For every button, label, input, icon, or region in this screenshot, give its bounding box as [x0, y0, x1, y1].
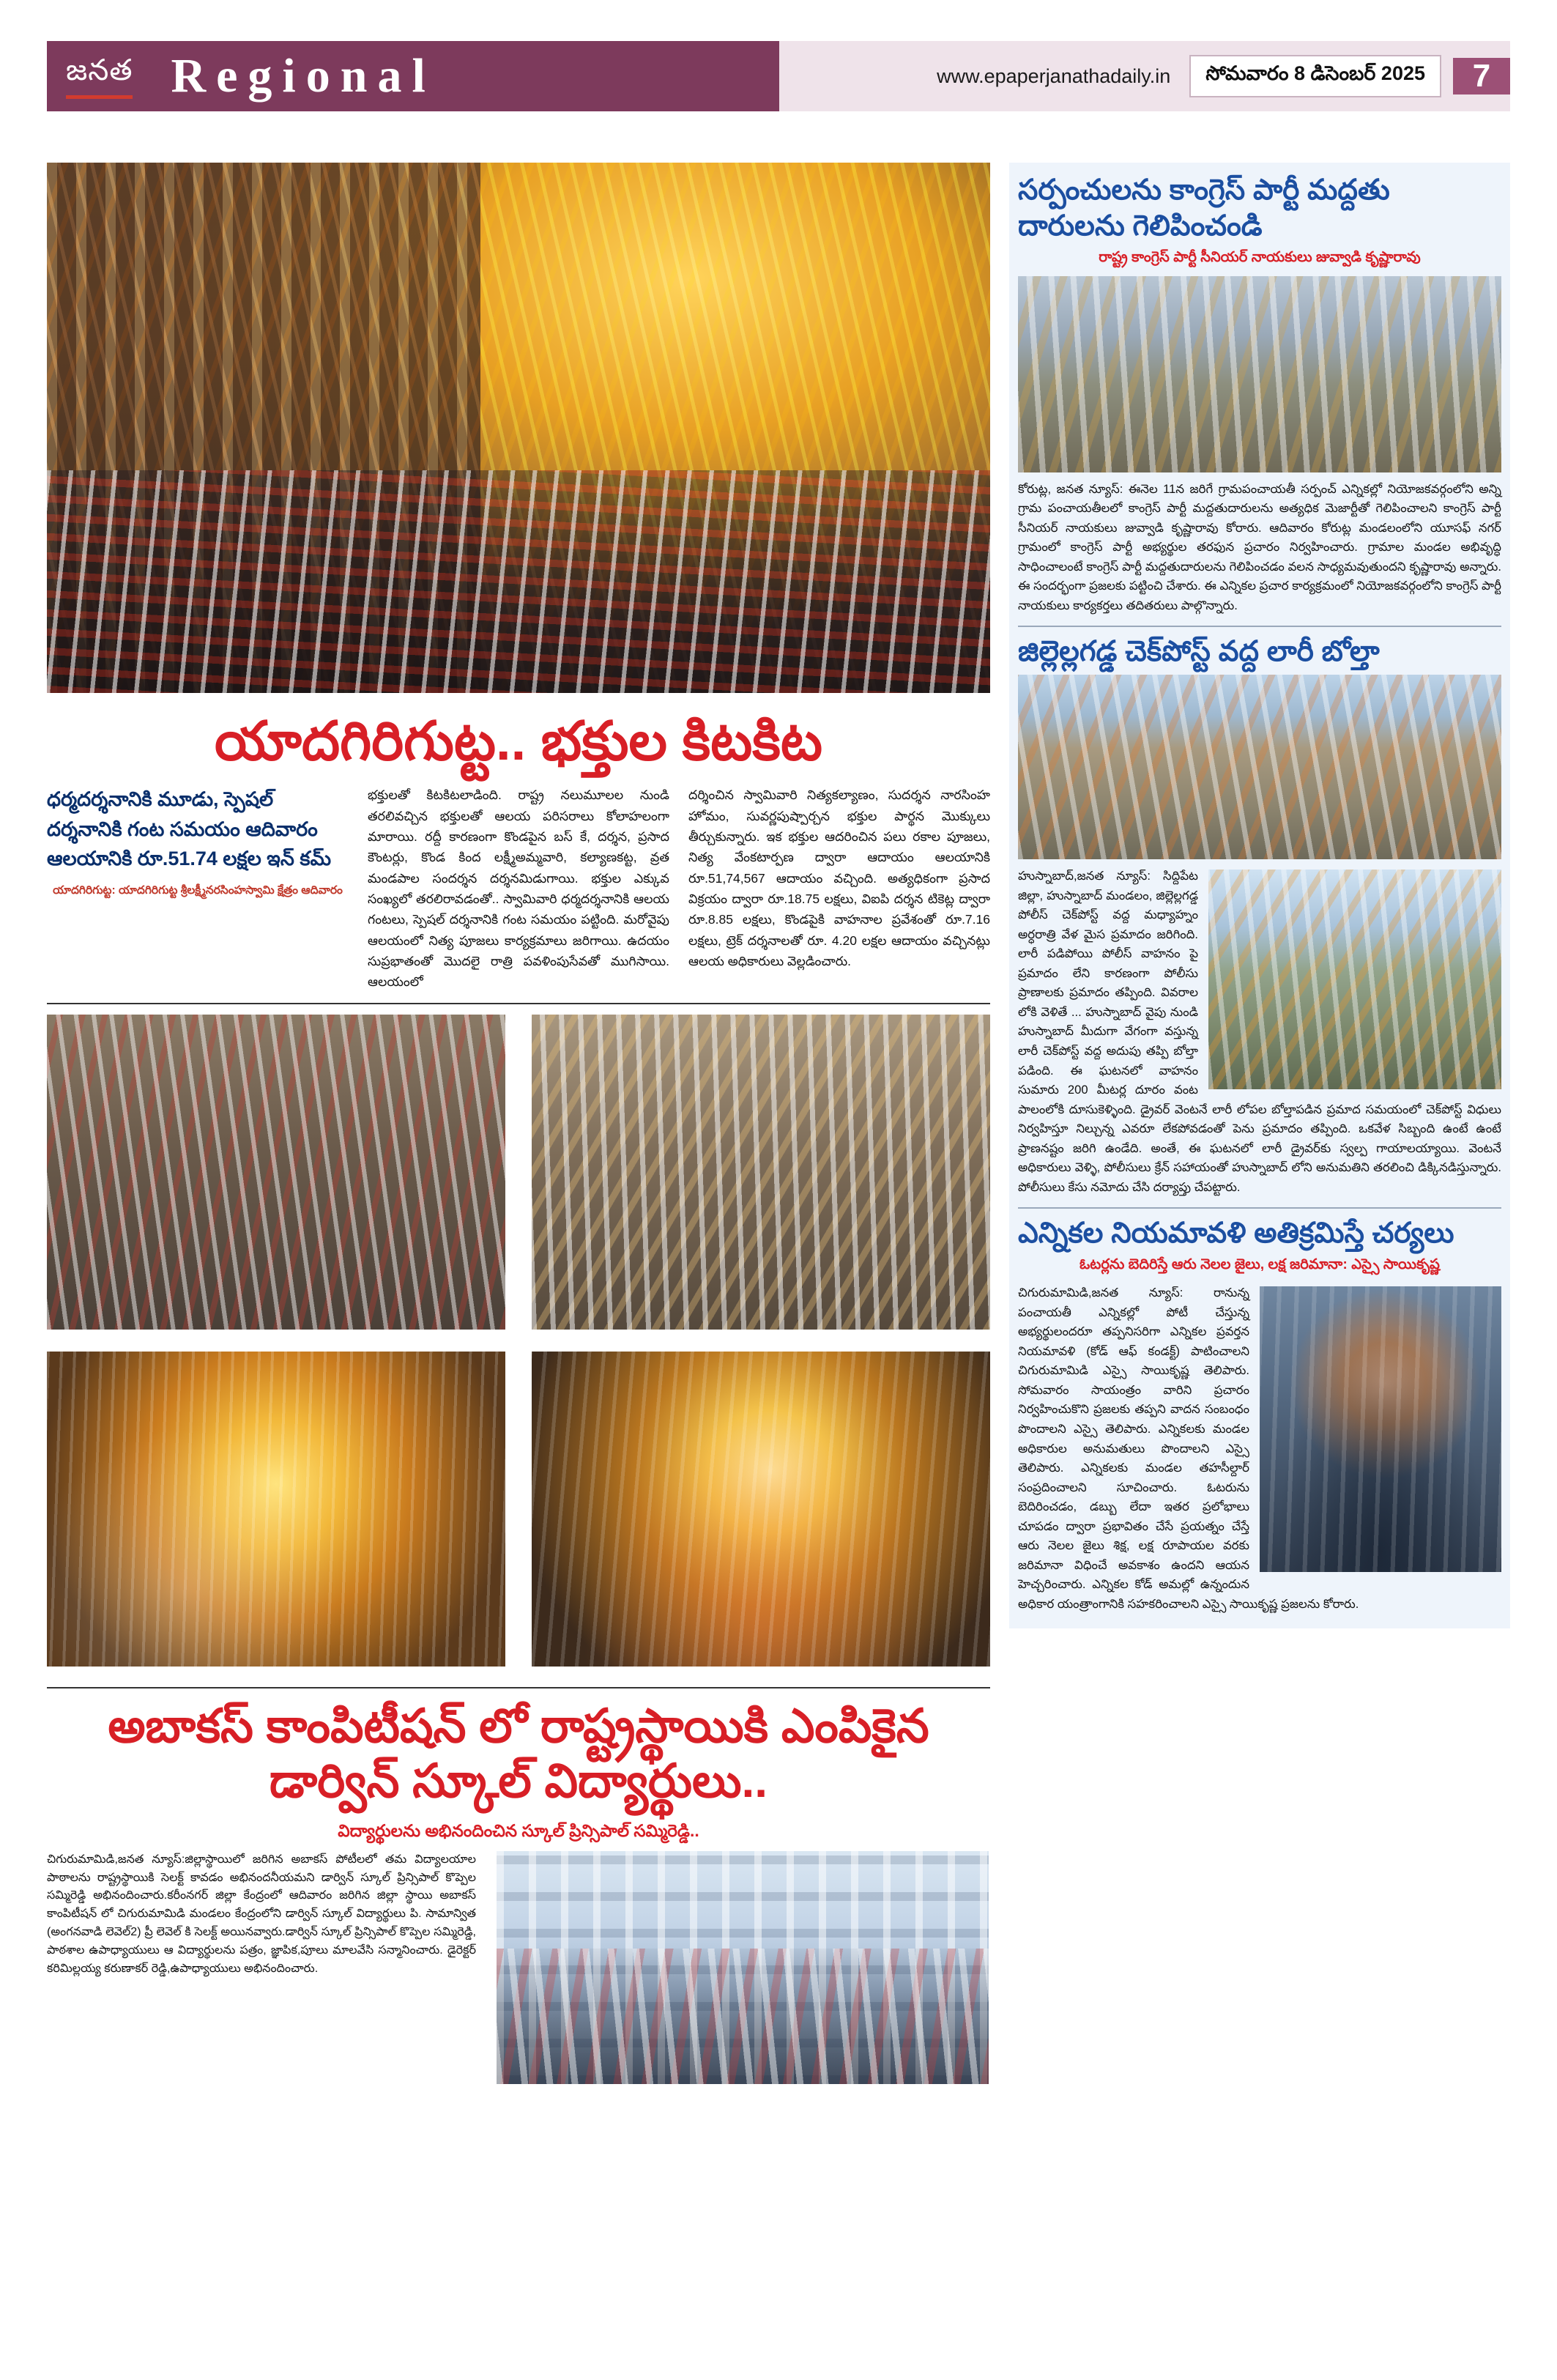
abacus-story-row	[47, 1851, 990, 2084]
photo-credit: యాదగిరిగుట్ట: యాదగిరిగుట్ట శ్రీలక్ష్మీనరసింహస్వామి క్షేత్రం ఆదివారం	[53, 883, 343, 897]
story1-subline: రాష్ట్ర కాంగ్రెస్ పార్టీ సీనియర్ నాయకులు జువ్వాడి కృష్ణారావు	[1099, 248, 1421, 265]
story3-headline: ఎన్నికల నియమావళి అతిక్రమిస్తే చర్యలు	[1018, 1217, 1454, 1250]
photo-gallery-row-2	[47, 1352, 990, 1667]
temple-entrance-photo	[532, 1015, 990, 1330]
police-officer-photo	[1260, 1286, 1501, 1572]
website-url[interactable]: www.epaperjanathadaily.in	[937, 64, 1171, 87]
lead-body-col-1: భక్తులతో కిటకిటలాడింది. రాష్ట్ర నలుమూలల నుండి తరలివచ్చిన భక్తులతో ఆలయ పరిసరాలు కోలాహలంగా మారాయి. రద్దీ కారణంగా కొండపైన బస్ కే, దర్శన, ప్రసాద కౌంటర్లు, కొండ కింద లక్ష్మీఅమ్మవారి, కల్యాణకట్ట, వ్రత మండపాల సందర్శన దర్శనమిడుగాయి. భక్తుల ఎక్కువ సంఖ్యలో తరలిరావడంతో.. స్వామివారి ధర్మదర్శనానికి ఆలయ గంటలు, స్పెషల్ దర్శనానికి గంట సమయం పట్టింది. మరోవైపు ఆలయంలో నిత్య పూజలు కార్యక్రమాలు జరిగాయి. ఉదయం సుప్రభాతంతో మొదలై రాత్రి పవళింపుసేవతో ముగిసాయి. ఆలయంలో	[368, 787, 669, 990]
masthead-left	[47, 41, 779, 111]
lead-headline: యాదగిరిగుట్ట.. భక్తుల కిటకిట	[214, 711, 822, 771]
lead-subhead-col	[47, 785, 349, 992]
congress-meeting-photo	[1018, 276, 1501, 472]
lead-body-col-2: దర్శించిన స్వామివారి నిత్యకల్యాణం, సుదర్శన నారసింహ హోమం, సువర్ణపుష్పార్చన భక్తుల పార్థన మొక్కులు తీర్చుకున్నారు. ఇక భక్తుల ఆదరించిన పలు రకాల పూజలు, నిత్య వేంకటార్పణ ద్వారా ఆదాయం ఆలయానికి రూ.51,74,567 ఆదాయం వచ్చింది. అత్యధికంగా ప్రసాద విక్రయం ద్వారా రూ.18.75 లక్షలు, విఐపి దర్శన టికెట్ల ద్వారా రూ.8.85 లక్షలు, కొండపైకి వాహనాల ప్రవేశంతో రూ.7.16 లక్షలు, ట్రెక్ దర్శనాలతో రూ. 4.20 లక్షల ఆదాయం వచ్చినట్లు ఆలయ అధికారులు వెల్లడించారు.	[688, 787, 990, 969]
story2-wrap	[1018, 867, 1501, 1197]
abacus-body: చిగురుమామిడి,జనత న్యూస్:జిల్లాస్థాయిలో జరిగిన అబాకస్ పోటీలలో తమ విద్యాలయాల పాఠాలను రాష్ట్రస్థాయికి సెలక్ట్ కావడం అభినందనీయమని డార్విన్ స్కూల్ ప్రిన్సిపాల్ కొప్పెల సమ్మిరెడ్డి అభినందించారు.కరీంనగర్ జిల్లా కేంద్రంలో ఆదివారం జరిగిన జిల్లా స్థాయి అబాకస్ కాంపిటీషన్ లో చిగురుమామిడి మండలం కేంద్రంలోని డార్విన్ స్కూల్ విద్యార్థులు పి. సామాన్విత (అంగనవాడి లెవెల్2) ప్రీ లెవెల్ కి సెలక్ట్ అయినవ్వారు.డార్విన్ స్కూల్ ప్రిన్సిపాల్ కొప్పెల సమ్మిరెడ్డి, పాఠశాల ఉపాధ్యాయులు ఆ విద్యార్థులను పత్రం, జ్ఞాపిక,పూలు మాలవేసి సన్మానించారు. డైరెక్టర్ కరిమిల్లయ్య కరుణాకర్ రెడ్డి,ఉపాధ్యాయులు అభినందించారు.	[47, 1853, 476, 1975]
right-column	[1009, 163, 1510, 1628]
temple-sanctum-photo	[532, 1352, 990, 1667]
story2-body: హుస్నాబాద్,జనత న్యూస్: సిద్దిపేట జిల్లా, హుస్నాబాద్ మండలం, జిల్లెల్లగడ్డ పోలీస్ చెక్‌పోస్ట్ వద్ద మధ్యాహ్నం అర్ధరాత్రి వేళ మైస ప్రమాదం జరిగింది. లారీ పడిపోయి పోలీస్ వాహనం పై ప్రమాదం లేని కారణంగా పోలీసు ప్రాణాలకు ప్రమాదం తప్పింది. వివరాల లోకి వెళితే ... హుస్నాబాద్ వైపు నుండి హుస్నాబాద్ మీదుగా వేగంగా వస్తున్న లారీ చెక్‌పోస్ట్ వద్ద అదుపు తప్పి బోల్తా పడింది. ఈ ఘటనలో వాహనం సుమారు 200 మీటర్ల దూరం వంట పాలంలోకి దూసుకెళ్ళింది. డ్రైవర్ వెంటనే లారీ లోపల బోల్తాపడిన ప్రమాద సమయంలో చెక్‌పోస్ట్ విధులు నిర్వహిస్తూ నిల్చున్న ఎవరూ లేకపోవడంతో పెను ప్రమాదం తప్పింది. ఒకవేళ సిబ్బంది ఉంటే ఉంటే ప్రాణనష్టం జరిగి ఉండేది. అంతే, ఈ ఘటనలో లారీ డ్రైవర్‌కు స్వల్ప గాయాలయ్యాయి. వెంటనే అధికారులు వెళ్ళి, పోలీసులు క్రేన్ సహాయంతో హుస్నాబాద్ లోని అనుమతిని తరలించి డిక్కినడిస్తున్నారు. పోలీసులు కేసు నమోదు చేసి దర్యాప్తు చేపట్టారు.	[1018, 869, 1501, 1194]
crowd-texture	[47, 163, 990, 693]
deity-decoration-photo	[47, 1352, 505, 1667]
story2-headline: జిల్లెల్లగడ్డ చెక్‌పోస్ట్ వద్ద లారీ బోల్తా	[1018, 636, 1380, 668]
story3-subline: ఓటర్లను బెదిరిస్తే ఆరు నెలల జైలు, లక్ష జరిమానా: ఎస్సై సాయికృష్ణ	[1080, 1256, 1440, 1273]
lead-temple-photo	[47, 163, 990, 693]
divider-right-2	[1018, 1207, 1501, 1209]
devotees-queue-photo	[47, 1015, 505, 1330]
divider-right-1	[1018, 626, 1501, 627]
masthead	[47, 41, 1510, 111]
story1-headline: సర్పంచులను కాంగ్రెస్ పార్టీ మద్దతు దారులను గెలిపించండి	[1018, 174, 1390, 242]
crane-recovery-photo	[1208, 870, 1501, 1089]
divider-2	[47, 1687, 990, 1688]
story1-body: కోరుట్ల, జనత న్యూస్: ఈనెల 11న జరిగే గ్రామపంచాయతీ సర్పంచ్ ఎన్నికల్లో నియోజకవర్గంలోని అన్ని గ్రామ పంచాయతీలలో కాంగ్రెస్ పార్టీ మద్దతుదారులను అత్యధిక మెజార్టీతో గెలిపించాలని కాంగ్రెస్ పార్టీ సీనియర్ నాయకులు జువ్వాడి కృష్ణారావు కోరారు. ఆదివారం కోరుట్ల మండలంలోని యూసఫ్ నగర్ గ్రామంలో కాంగ్రెస్ పార్టీ అభ్యర్థుల తరఫున ప్రచారం నిర్వహించారు. గ్రామాల మండల అభివృద్ధి సాధించాలంటే కాంగ్రెస్ పార్టీ మద్దతుదారులను గెలిపించడం వలన సాధ్యమవుతుందని కృష్ణారావు అన్నారు. ఈ సందర్భంగా ప్రజలకు పట్టించి చేశారు. ఈ ఎన్నికల ప్రచార కార్యక్రమంలో నియోజకవర్గంలోని కాంగ్రెస్ పార్టీ నాయకులు కార్యకర్తలు తదితరులు పాల్గొన్నారు.	[1018, 481, 1501, 612]
lead-subhead: ధర్మదర్శనానికి మూడు, స్పెషల్ దర్శనానికి గంట సమయం ఆదివారం ఆలయానికి రూ.51.74 లక్షల ఇన్ కమ్	[47, 788, 332, 870]
photo-gallery-row-1	[47, 1015, 990, 1330]
page-number: 7	[1453, 58, 1510, 94]
lorry-accident-photo	[1018, 675, 1501, 859]
brand-logo: జనత	[66, 54, 133, 99]
story3-body: చిగురుమామిడి,జనత న్యూస్: రానున్న పంచాయతీ ఎన్నికల్లో పోటీ చేస్తున్న అభ్యర్థులందరూ తప్పనిసరిగా ఎన్నికల ప్రవర్తన నియమావళి (కోడ్ ఆఫ్ కండక్ట్) పాటించాలని చిగురుమామిడి ఎస్సై సాయికృష్ణ తెలిపారు. సోమవారం సాయంత్రం వారిని ప్రచారం నిర్వహించుకొని ప్రజలకు తప్పని వాదన సంబంధం పొందాలని ఎస్సై తెలిపారు. ఎన్నికలకు మండల అధికారుల అనుమతులు పొందాలని ఎస్సై తెలిపారు. ఎన్నికలకు మండల తహసీల్దార్ సంప్రదించాలని సూచించారు. ఓటరును బెదిరించడం, డబ్బు లేదా ఇతర ప్రలోభాలు చూపడం ద్వారా ప్రభావితం చేసే ప్రయత్నం చేస్తే ఆరు నెలల జైలు శిక్ష, లక్ష రూపాయల వరకు జరిమానా విధించే అవకాశం ఉందని ఆయన హెచ్చరించారు. ఎన్నికల కోడ్ అమల్లో ఉన్నందున అధికార యంత్రాంగానికి సహకరించాలని ఎస్సై సాయికృష్ణ ప్రజలను కోరారు.	[1018, 1286, 1359, 1611]
issue-date: సోమవారం 8 డిసెంబర్ 2025	[1189, 55, 1441, 97]
left-column	[47, 163, 990, 2084]
lead-story-body	[47, 785, 990, 992]
section-title: Regional	[171, 49, 436, 103]
story3-wrap	[1018, 1283, 1501, 1614]
abacus-subline: విద్యార్థులను అభినందించిన స్కూల్ ప్రిన్సిపాల్ సమ్మిరెడ్డి..	[338, 1820, 699, 1840]
masthead-right	[779, 41, 1510, 111]
abacus-headline: అబాకస్ కాంపిటీషన్ లో రాష్ట్రస్థాయికి ఎంపికైన డార్విన్ స్కూల్ విద్యార్థులు..	[108, 1699, 929, 1808]
divider-1	[47, 1003, 990, 1004]
abacus-award-photo	[497, 1851, 989, 2084]
